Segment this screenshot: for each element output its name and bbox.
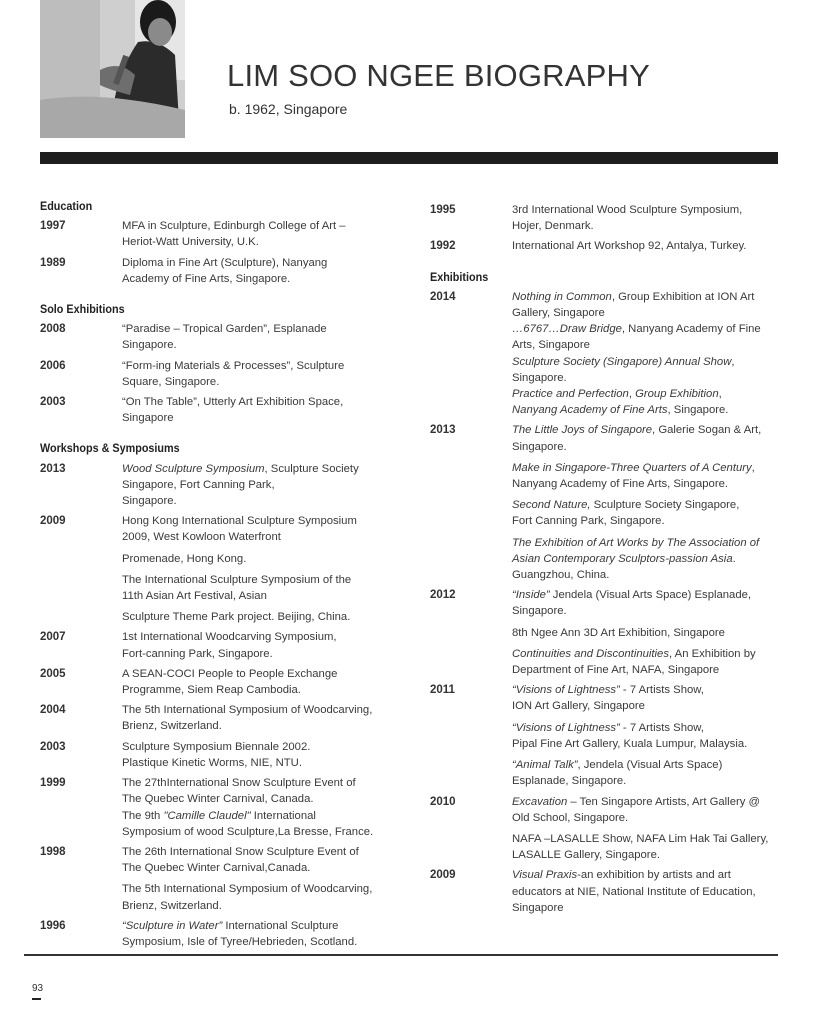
entry-text: ION Art Gallery, Singapore — [512, 700, 645, 713]
entry-text: Diploma in Fine Art (Sculpture), Nanyang — [122, 256, 328, 269]
entry-text: - 7 Artists Show, — [619, 721, 704, 734]
entry-title-italic: Practice and Perfection — [512, 388, 629, 401]
entry-text: The 9th — [122, 809, 164, 822]
entry-description — [512, 238, 780, 254]
entry-line — [122, 493, 410, 509]
entry-title-italic: “Sculpture in Water” — [122, 919, 223, 932]
entry-text: , — [731, 355, 735, 368]
entry-text: Singapore. — [512, 440, 567, 453]
entry-text: Singapore. — [512, 371, 567, 384]
entry-line — [512, 476, 780, 492]
entry-year: 1995 — [430, 204, 456, 216]
entry-text: Esplanade, Singapore. — [512, 775, 627, 788]
cv-section — [40, 198, 410, 287]
entry-line — [512, 402, 780, 418]
entry-title-italic: Excavation — [512, 795, 568, 808]
entry-text: . — [732, 552, 736, 565]
entry-line — [512, 289, 780, 305]
cv-entry — [430, 202, 780, 234]
birth-info: b. 1962, Singapore — [229, 101, 348, 117]
section-title: Solo Exhibitions — [40, 302, 125, 317]
entry-line — [512, 337, 780, 353]
entry-line — [122, 461, 410, 477]
entry-year: 1998 — [40, 845, 66, 858]
entry-line — [512, 386, 780, 402]
entry-line — [512, 720, 780, 736]
entry-title-italic: Sculpture Society (Singapore) Annual Show — [512, 355, 732, 368]
entry-year: 1992 — [430, 240, 456, 253]
entry-title-italic: "Camille Claudel" — [163, 809, 251, 822]
entry-line — [122, 666, 410, 682]
page-number-dash — [32, 998, 41, 1000]
entry-year: 1989 — [40, 256, 66, 269]
entry-description — [122, 218, 410, 250]
entry-line — [122, 860, 410, 876]
entry-year: 2004 — [40, 704, 66, 717]
entry-line — [122, 374, 410, 390]
artist-photo-image — [40, 0, 185, 138]
entry-text: Promenade, Hong Kong. — [122, 552, 247, 565]
entry-text: , — [718, 388, 722, 401]
entry-description — [122, 702, 410, 734]
entry-line — [512, 497, 780, 513]
entry-title-italic: Continuities and Discontinuities — [512, 647, 669, 660]
entry-line — [512, 305, 780, 321]
entry-text: The 5th International Symposium of Woodcarving, — [122, 883, 373, 896]
entry-line — [512, 662, 780, 678]
cv-entry — [40, 629, 410, 661]
entry-line — [512, 321, 780, 337]
entry-line — [122, 934, 410, 950]
entry-text: , Jendela (Visual Arts Space) — [577, 759, 723, 772]
entry-year: 2012 — [430, 589, 456, 602]
entry-line — [512, 867, 780, 883]
cv-entry — [40, 739, 410, 771]
entry-text: educators at NIE, National Institute of Education, — [512, 885, 756, 898]
entry-line — [122, 358, 410, 374]
entry-year: 2003 — [40, 396, 66, 409]
entry-line — [512, 698, 780, 714]
entry-year: 1999 — [40, 777, 66, 790]
entry-text: The 26th International Snow Sculpture Event of — [122, 845, 359, 858]
entry-line — [122, 394, 410, 410]
entry-line — [512, 603, 780, 619]
entry-line — [122, 255, 410, 271]
cv-section — [430, 269, 780, 916]
cv-entry — [40, 513, 410, 625]
entry-line — [512, 422, 780, 438]
entry-year: 2011 — [430, 684, 455, 697]
entry-line — [512, 238, 780, 254]
entry-line — [512, 439, 780, 455]
entry-title-italic: Make in Singapore-Three Quarters of A Century — [512, 461, 752, 474]
entry-description — [122, 513, 410, 625]
entry-line — [512, 810, 780, 826]
entry-description — [122, 918, 410, 950]
entry-text: Gallery, Singapore — [512, 307, 605, 320]
entry-description — [122, 255, 410, 287]
entry-line — [512, 757, 780, 773]
entry-title-italic: Asian Contemporary Sculptors-passion Asia — [512, 552, 733, 565]
entry-text: Sculpture Society Singapore, — [590, 499, 740, 512]
entry-text: Singapore — [512, 901, 564, 914]
entry-line — [512, 847, 780, 863]
entry-text: , Singapore. — [667, 404, 729, 417]
entry-description — [122, 844, 410, 914]
entry-line — [122, 918, 410, 934]
cv-entry — [40, 702, 410, 734]
entry-line — [122, 572, 410, 588]
cv-entry — [430, 238, 780, 254]
entry-description — [512, 867, 780, 916]
entry-line — [512, 736, 780, 752]
entry-text: NAFA –LASALLE Show, NAFA Lim Hak Tai Gallery, — [512, 832, 769, 845]
section-title: Education — [40, 199, 93, 213]
header-divider-bar — [40, 152, 778, 164]
entry-text: , Nanyang Academy of Fine — [621, 323, 761, 336]
entry-text: -an exhibition by artists and art — [577, 869, 731, 882]
entry-text: Academy of Fine Arts, Singapore. — [122, 272, 291, 285]
entry-title-italic: “Inside” — [512, 589, 550, 602]
artist-photo — [40, 0, 185, 138]
entry-text: “On The Table”, Utterly Art Exhibition Space, — [122, 396, 344, 409]
cv-entry — [430, 867, 780, 916]
entry-line — [122, 477, 410, 493]
entry-text: Fort Canning Park, Singapore. — [512, 515, 665, 528]
entry-text: MFA in Sculpture, Edinburgh College of Art – — [122, 220, 346, 233]
entry-line — [512, 202, 780, 218]
entry-text: Brienz, Switzerland. — [122, 720, 222, 733]
entry-description — [512, 587, 780, 678]
entry-text: Brienz, Switzerland. — [122, 899, 222, 912]
entry-title-italic: Second Nature, — [512, 499, 591, 512]
entry-line — [512, 884, 780, 900]
entry-title-italic: “Animal Talk” — [512, 759, 578, 772]
entry-line — [512, 218, 780, 234]
footer-rule — [24, 954, 778, 956]
right-column — [430, 198, 780, 916]
entry-line — [122, 609, 410, 625]
entry-line — [122, 271, 410, 287]
entry-description — [122, 394, 410, 426]
entry-text: Fort-canning Park, Singapore. — [122, 647, 273, 660]
entry-text: - 7 Artists Show, — [619, 684, 704, 697]
cv-section — [40, 440, 410, 950]
entry-description — [122, 321, 410, 353]
entry-text: Square, Singapore. — [122, 375, 220, 388]
entry-text: “Paradise – Tropical Garden”, Esplanade — [122, 323, 327, 336]
entry-text: The International Sculpture Symposium of the — [122, 573, 352, 586]
entry-description — [512, 682, 780, 789]
entry-title-italic: Wood Sculpture Symposium — [122, 462, 265, 475]
entry-text: Guangzhou, China. — [512, 569, 610, 582]
entry-description — [512, 289, 780, 419]
entry-text: Singapore, Fort Canning Park, — [122, 478, 275, 491]
entry-text: , Group Exhibition at ION Art — [611, 290, 755, 303]
page-number: 93 — [32, 983, 44, 994]
entry-title-italic: Visual Praxis — [512, 869, 578, 882]
entry-line — [122, 808, 410, 824]
entry-text: Hojer, Denmark. — [512, 220, 594, 233]
entry-line — [122, 218, 410, 234]
entry-year: 2005 — [40, 667, 66, 680]
entry-line — [512, 794, 780, 810]
entry-line — [122, 529, 410, 545]
cv-entry — [40, 844, 410, 914]
entry-description — [512, 422, 780, 583]
entry-year: 1997 — [40, 220, 66, 233]
section-title: Exhibitions — [430, 269, 489, 284]
entry-title-italic: “Visions of Lightness” — [512, 684, 620, 697]
entry-line — [512, 682, 780, 698]
entry-year: 2009 — [40, 515, 66, 528]
cv-entry — [40, 321, 410, 353]
page-title: LIM SOO NGEE BIOGRAPHY — [227, 58, 650, 93]
entry-year: 2007 — [40, 631, 66, 644]
entry-line — [122, 588, 410, 604]
entry-text: , Galerie Sogan & Art, — [652, 424, 762, 437]
entry-text: The Quebec Winter Carnival,Canada. — [122, 862, 311, 875]
entry-text: Singapore. — [512, 605, 567, 618]
entry-line — [512, 773, 780, 789]
entry-description — [122, 461, 410, 510]
cv-section — [40, 301, 410, 426]
entry-text: Arts, Singapore — [512, 339, 590, 352]
entry-line — [122, 755, 410, 771]
entry-title-italic: Nothing in Common — [512, 290, 612, 303]
entry-title-italic: …6767…Draw Bridge — [512, 323, 622, 336]
entry-text: Sculpture Theme Park project. Beijing, China. — [122, 611, 351, 624]
entry-text: Jendela (Visual Arts Space) Esplanade, — [549, 589, 752, 602]
entry-line — [512, 587, 780, 603]
entry-text: Nanyang Academy of Fine Arts, Singapore. — [512, 478, 729, 491]
entry-text: Hong Kong International Sculpture Symposium — [122, 515, 357, 528]
entry-year: 2008 — [40, 323, 66, 336]
entry-title-italic: The Exhibition of Art Works by The Association of — [512, 536, 760, 549]
entry-line — [122, 881, 410, 897]
cv-entry — [40, 358, 410, 390]
entry-description — [122, 358, 410, 390]
entry-description — [512, 202, 780, 234]
cv-entry — [40, 255, 410, 287]
cv-entry — [40, 461, 410, 510]
entry-text: LASALLE Gallery, Singapore. — [512, 849, 660, 862]
entry-description — [122, 775, 410, 840]
cv-entry — [40, 775, 410, 840]
entry-line — [122, 844, 410, 860]
cv-entry — [40, 918, 410, 950]
entry-text: Singapore. — [122, 495, 177, 508]
entry-year: 2006 — [40, 359, 66, 372]
entry-text: , — [628, 388, 636, 401]
entry-description — [122, 629, 410, 661]
cv-entry — [40, 218, 410, 250]
entry-text: – Ten Singapore Artists, Art Gallery @ — [567, 795, 760, 808]
entry-line — [122, 702, 410, 718]
entry-text: International Art Workshop 92, Antalya, Turkey. — [512, 240, 747, 253]
entry-text: Singapore. — [122, 339, 177, 352]
entry-text: International — [250, 809, 316, 822]
cv-entry — [40, 666, 410, 698]
entry-title-italic: The Little Joys of Singapore — [512, 424, 653, 437]
entry-description — [512, 794, 780, 864]
entry-line — [122, 410, 410, 426]
entry-text: Department of Fine Art, NAFA, Singapore — [512, 664, 720, 677]
entry-text: Sculpture Symposium Biennale 2002. — [122, 740, 311, 753]
entry-text: The 27thInternational Snow Sculpture Event of — [122, 777, 356, 790]
entry-text: A SEAN-COCI People to People Exchange — [122, 667, 338, 680]
entry-line — [512, 370, 780, 386]
left-column — [40, 198, 410, 950]
entry-year: 2010 — [430, 795, 456, 808]
entry-text: 8th Ngee Ann 3D Art Exhibition, Singapore — [512, 626, 725, 639]
entry-line — [122, 775, 410, 791]
entry-text: Plastique Kinetic Worms, NIE, NTU. — [122, 756, 302, 769]
entry-text: International Sculpture — [222, 919, 339, 932]
entry-title-italic: Nanyang Academy of Fine Arts — [512, 404, 668, 417]
entry-line — [122, 898, 410, 914]
entry-description — [122, 666, 410, 698]
entry-title-italic: Group Exhibition — [635, 388, 719, 401]
entry-text: 1st International Woodcarving Symposium, — [122, 631, 337, 644]
cv-entry — [40, 394, 410, 426]
entry-line — [512, 354, 780, 370]
cv-entry — [430, 587, 780, 678]
entry-line — [512, 831, 780, 847]
entry-text: 2009, West Kowloon Waterfront — [122, 531, 281, 544]
entry-year: 2009 — [430, 869, 456, 882]
entry-line — [512, 567, 780, 583]
entry-text: Singapore — [122, 412, 174, 425]
entry-text: Old School, Singapore. — [512, 811, 629, 824]
entry-text: The Quebec Winter Carnival, Canada. — [122, 793, 314, 806]
entry-text: 3rd International Wood Sculpture Symposium, — [512, 204, 743, 216]
entry-text: Pipal Fine Art Gallery, Kuala Lumpur, Malaysia. — [512, 737, 748, 750]
entry-text: Heriot-Watt University, U.K. — [122, 236, 259, 249]
entry-text: Programme, Siem Reap Cambodia. — [122, 684, 301, 697]
cv-entry — [430, 682, 780, 789]
entry-year: 2003 — [40, 740, 66, 753]
cv-entry — [430, 422, 780, 583]
entry-line — [122, 646, 410, 662]
cv-section — [430, 202, 780, 255]
entry-line — [512, 535, 780, 551]
entry-line — [122, 234, 410, 250]
entry-text: “Form-ing Materials & Processes”, Sculpture — [122, 359, 345, 372]
section-title: Workshops & Symposiums — [40, 441, 180, 456]
entry-line — [122, 513, 410, 529]
entry-line — [122, 739, 410, 755]
entry-line — [512, 460, 780, 476]
entry-line — [122, 337, 410, 353]
entry-text: 11th Asian Art Festival, Asian — [122, 590, 267, 603]
entry-text: The 5th International Symposium of Woodcarving, — [122, 704, 373, 717]
entry-line — [512, 646, 780, 662]
entry-text: , An Exhibition by — [669, 647, 756, 660]
entry-line — [512, 551, 780, 567]
entry-description — [122, 739, 410, 771]
entry-title-italic: “Visions of Lightness” — [512, 721, 620, 734]
entry-text: , Sculpture Society — [264, 462, 359, 475]
entry-year: 1996 — [40, 919, 66, 932]
entry-line — [512, 625, 780, 641]
entry-line — [512, 513, 780, 529]
entry-line — [122, 551, 410, 567]
entry-year: 2013 — [430, 424, 456, 437]
entry-line — [122, 682, 410, 698]
entry-text: , — [751, 461, 755, 474]
entry-text: Symposium of wood Sculpture,La Bresse, France. — [122, 825, 374, 838]
entry-year: 2013 — [40, 462, 66, 475]
entry-line — [122, 718, 410, 734]
entry-line — [122, 824, 410, 840]
entry-year: 2014 — [430, 290, 456, 303]
entry-line — [122, 321, 410, 337]
cv-entry — [430, 794, 780, 864]
cv-entry — [430, 289, 780, 419]
entry-line — [512, 900, 780, 916]
entry-line — [122, 629, 410, 645]
entry-text: Symposium, Isle of Tyree/Hebrieden, Scotland. — [122, 935, 358, 948]
entry-line — [122, 791, 410, 807]
